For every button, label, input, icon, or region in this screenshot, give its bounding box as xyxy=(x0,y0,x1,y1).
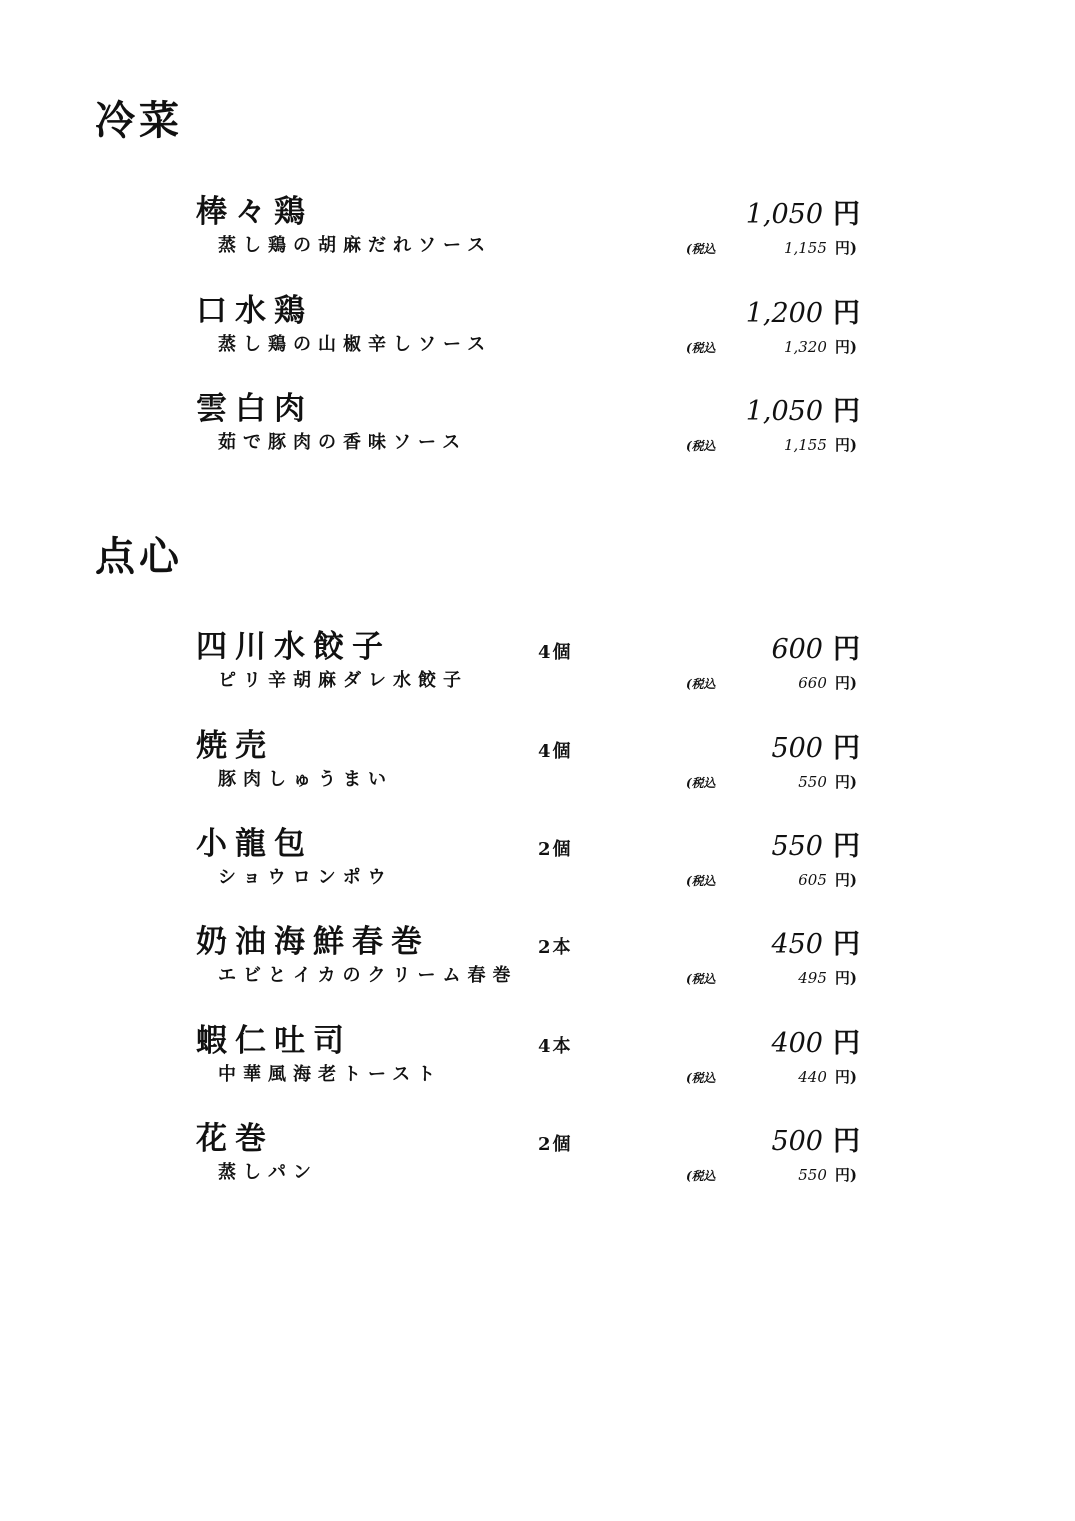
item-tax-price xyxy=(798,873,857,888)
item-price-unit: 円 xyxy=(833,634,860,665)
item-price xyxy=(771,735,860,762)
menu-item xyxy=(0,728,1075,811)
item-tax-price-value: 440 xyxy=(798,1068,827,1086)
item-tax-price xyxy=(784,438,857,453)
item-tax-price xyxy=(798,775,857,790)
item-tax-label: (税込 xyxy=(686,972,716,986)
item-tax-label: (税込 xyxy=(686,1071,716,1085)
item-quantity: 2本 xyxy=(538,937,573,958)
item-price xyxy=(771,1030,860,1057)
menu-item xyxy=(0,924,1075,1007)
item-description: 豚肉しゅうまい xyxy=(218,769,393,790)
menu-item xyxy=(0,293,1075,376)
item-tax-price xyxy=(798,971,857,986)
item-price-value: 450 xyxy=(771,929,823,960)
item-description: 蒸しパン xyxy=(218,1162,318,1183)
item-quantity: 2個 xyxy=(538,839,573,860)
item-price-unit: 円 xyxy=(833,1126,860,1157)
item-name: 奶油海鮮春巻 xyxy=(196,924,430,960)
menu-item xyxy=(0,1121,1075,1204)
item-price-unit: 円 xyxy=(833,199,860,230)
item-description: 中華風海老トースト xyxy=(218,1064,443,1085)
item-tax-price-value: 550 xyxy=(798,773,827,791)
item-name: 小龍包 xyxy=(196,826,313,862)
item-name: 棒々鶏 xyxy=(196,194,313,230)
item-price xyxy=(746,300,860,327)
menu-item xyxy=(0,826,1075,909)
item-tax-price-value: 660 xyxy=(798,674,827,692)
item-quantity: 4個 xyxy=(538,642,573,663)
item-description: エビとイカのクリーム春巻 xyxy=(218,965,518,986)
item-quantity: 2個 xyxy=(538,1134,573,1155)
item-price-unit: 円 xyxy=(833,396,860,427)
item-price-unit: 円 xyxy=(833,298,860,329)
item-tax-price-unit: 円) xyxy=(834,674,857,692)
item-tax-price-unit: 円) xyxy=(834,969,857,987)
item-tax-label: (税込 xyxy=(686,439,716,453)
item-description: 蒸し鶏の胡麻だれソース xyxy=(218,235,493,256)
item-price-value: 1,050 xyxy=(745,396,823,427)
item-tax-price-value: 550 xyxy=(798,1166,827,1184)
item-tax-price xyxy=(784,340,857,355)
item-tax-price-unit: 円) xyxy=(834,871,857,889)
item-price xyxy=(746,201,860,228)
item-price-unit: 円 xyxy=(833,831,860,862)
item-price xyxy=(771,833,860,860)
item-tax-price xyxy=(784,241,857,256)
item-name: 口水鶏 xyxy=(196,293,313,329)
item-description: 茹で豚肉の香味ソース xyxy=(218,432,468,453)
item-price xyxy=(771,636,860,663)
item-description: 蒸し鶏の山椒辛しソース xyxy=(218,334,493,355)
item-tax-label: (税込 xyxy=(686,874,716,888)
menu-item xyxy=(0,629,1075,712)
item-name: 四川水餃子 xyxy=(196,629,391,665)
item-quantity: 4本 xyxy=(538,1036,573,1057)
item-description: ピリ辛胡麻ダレ水餃子 xyxy=(218,670,468,691)
item-tax-label: (税込 xyxy=(686,776,716,790)
menu-item xyxy=(0,1023,1075,1106)
item-tax-price-unit: 円) xyxy=(834,1068,857,1086)
item-description: ショウロンポウ xyxy=(218,867,393,888)
item-name: 雲白肉 xyxy=(196,391,313,427)
section-title-cold-dishes: 冷菜 xyxy=(95,97,183,144)
item-tax-price xyxy=(798,1070,857,1085)
item-price-value: 1,200 xyxy=(745,298,823,329)
item-tax-price-value: 1,155 xyxy=(783,436,827,454)
item-tax-price-value: 1,320 xyxy=(783,338,827,356)
item-tax-price-unit: 円) xyxy=(834,239,857,257)
item-name: 花巻 xyxy=(196,1121,274,1157)
item-name: 焼売 xyxy=(196,728,274,764)
menu-item xyxy=(0,391,1075,474)
item-tax-price-unit: 円) xyxy=(834,338,857,356)
item-tax-price-value: 495 xyxy=(798,969,827,987)
item-quantity: 4個 xyxy=(538,741,573,762)
item-name: 蝦仁吐司 xyxy=(196,1023,352,1059)
section-title-dim-sum: 点心 xyxy=(95,533,183,580)
item-tax-price-unit: 円) xyxy=(834,773,857,791)
item-tax-price-unit: 円) xyxy=(834,436,857,454)
item-price-value: 1,050 xyxy=(745,199,823,230)
item-price-value: 550 xyxy=(771,831,823,862)
item-price-unit: 円 xyxy=(833,733,860,764)
item-tax-label: (税込 xyxy=(686,242,716,256)
item-tax-label: (税込 xyxy=(686,1169,716,1183)
item-tax-label: (税込 xyxy=(686,677,716,691)
item-price-unit: 円 xyxy=(833,1028,860,1059)
item-price xyxy=(771,1128,860,1155)
item-tax-price-value: 605 xyxy=(798,871,827,889)
item-price xyxy=(771,931,860,958)
item-tax-label: (税込 xyxy=(686,341,716,355)
item-price-value: 500 xyxy=(771,1126,823,1157)
item-price xyxy=(746,398,860,425)
item-price-value: 600 xyxy=(771,634,823,665)
item-price-value: 500 xyxy=(771,733,823,764)
item-tax-price-unit: 円) xyxy=(834,1166,857,1184)
item-price-unit: 円 xyxy=(833,929,860,960)
menu-item xyxy=(0,194,1075,277)
item-price-value: 400 xyxy=(771,1028,823,1059)
item-tax-price xyxy=(798,676,857,691)
item-tax-price-value: 1,155 xyxy=(783,239,827,257)
item-tax-price xyxy=(798,1168,857,1183)
